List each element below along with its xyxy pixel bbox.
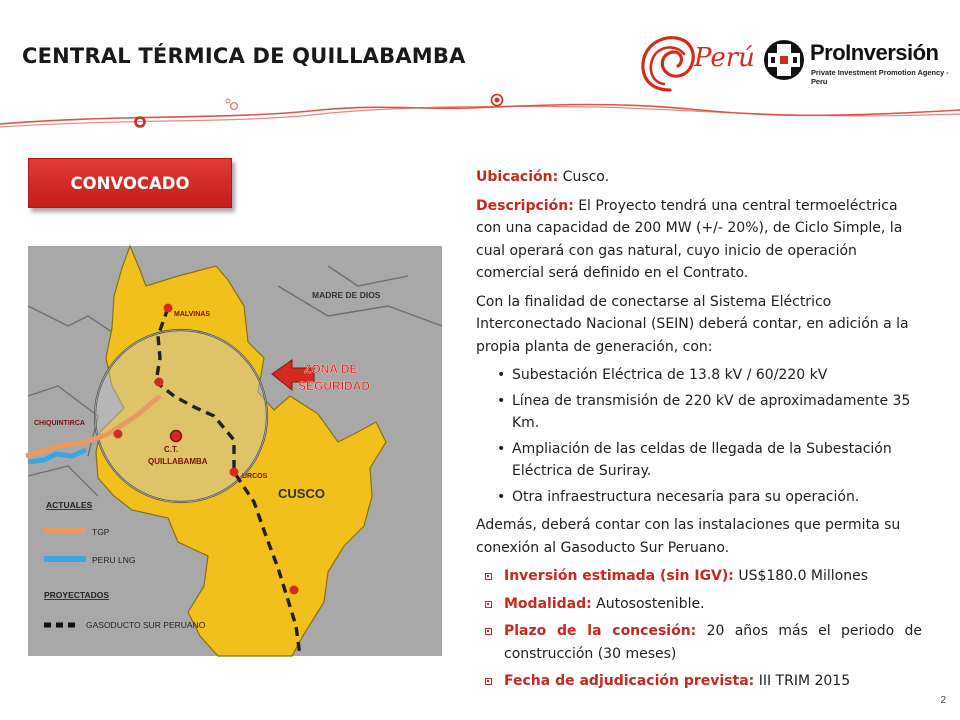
map-label-cusco: CUSCO <box>278 486 325 501</box>
map-label-zona-line1: ZONA DE <box>304 362 358 376</box>
legend-gasoducto: GASODUCTO SUR PERUANO <box>86 620 206 630</box>
peru-logo-text: Perú <box>694 43 755 73</box>
project-details <box>476 166 922 699</box>
project-location-map <box>28 246 442 656</box>
descripcion-paragraph <box>476 195 922 285</box>
list-item: • Otra infraestructura necesaria para su operación. <box>497 488 860 505</box>
infrastructure-list <box>476 364 922 508</box>
list-item: • Línea de transmisión de 220 kV de aproximadamente 35 Km. <box>497 392 911 431</box>
map-label-ct-line2: QUILLABAMBA <box>148 457 208 466</box>
proinversion-logo-name: ProInversión <box>810 40 939 65</box>
map-label-ct-line1: C.T. <box>164 445 179 454</box>
header-decorative-wave <box>0 80 960 140</box>
list-item: Plazo de la concesión: 20 años más el periodo de construcción (30 meses) <box>476 620 922 665</box>
list-item: Inversión estimada (sin IGV): US$180.0 Millones <box>476 565 922 588</box>
legend-actuales: ACTUALES <box>46 500 93 510</box>
descripcion-value: El Proyecto tendrá una central termoeléctrica con una capacidad de 200 MW (+/- 20%), de Ciclo Simple, la cual operará con gas natural, cuyo inicio de operación comercial será definido en el Contrato. <box>476 197 903 281</box>
key-facts-list <box>476 565 922 693</box>
ubicacion-paragraph <box>476 166 922 189</box>
map-label-madre-de-dios: MADRE DE DIOS <box>312 290 381 300</box>
intro-paragraph: Con la finalidad de conectarse al Sistema Eléctrico Interconectado Nacional (SEIN) deberá contar, en adición a la propia planta de generación, con: <box>476 293 909 355</box>
map-label-urcos: URCOS <box>242 473 268 480</box>
legend-proyectados: PROYECTADOS <box>44 590 110 600</box>
ubicacion-value: Cusco. <box>558 169 610 185</box>
legend-tgp: TGP <box>92 527 110 537</box>
map-label-chiquintirca: CHIQUINTIRCA <box>34 420 85 427</box>
page-number: 2 <box>940 695 946 706</box>
list-item: • Ampliación de las celdas de llegada de la Subestación Eléctrica de Suriray. <box>497 440 892 479</box>
list-item: • Subestación Eléctrica de 13.8 kV / 60/220 kV <box>497 367 828 383</box>
status-convocado-button[interactable]: CONVOCADO <box>28 158 232 208</box>
list-item: Modalidad: Autosostenible. <box>476 593 922 616</box>
page-title: CENTRAL TÉRMICA DE QUILLABAMBA <box>22 44 466 68</box>
ademas-paragraph: Además, deberá contar con las instalaciones que permita su conexión al Gasoducto Sur Peruano. <box>476 517 901 556</box>
map-label-zona-line2: SEGURIDAD <box>298 379 371 393</box>
descripcion-label: Descripción: <box>476 197 574 214</box>
proinversion-logo-subtitle: Private Investment Promotion Agency - Peru <box>811 68 949 86</box>
ubicacion-label: Ubicación: <box>476 169 559 185</box>
legend-peru-lng: PERU LNG <box>92 555 136 565</box>
proinversion-logo-icon <box>762 38 806 82</box>
map-label-malvinas: MALVINAS <box>174 311 211 318</box>
list-item: Fecha de adjudicación prevista: III TRIM 2015 <box>476 670 922 693</box>
